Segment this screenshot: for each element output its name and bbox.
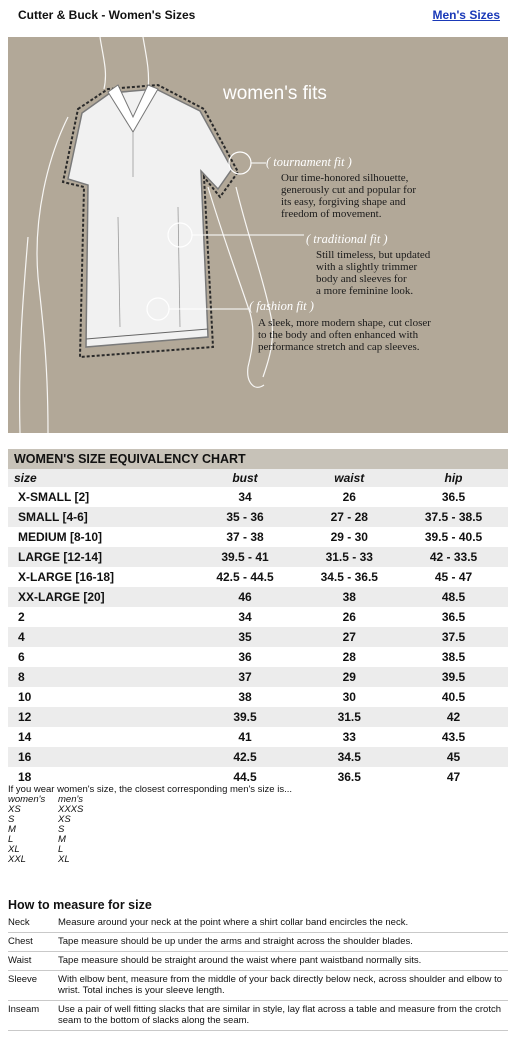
cell-size: 4 — [8, 627, 191, 647]
table-row — [8, 727, 508, 747]
page-header — [0, 0, 518, 32]
mens-equivalents — [8, 784, 292, 865]
cell-bust: 36 — [238, 650, 252, 664]
womens-size: XS — [8, 804, 21, 815]
cell-bust: 37 — [191, 667, 300, 687]
column-header-hip: hip — [399, 469, 508, 487]
womens-size: M — [8, 824, 16, 835]
column-header-bust: bust — [191, 469, 300, 487]
description-line: Still timeless, but updated — [316, 249, 431, 261]
womens-header: women's — [8, 794, 46, 805]
column-header-waist: waist — [300, 469, 400, 487]
fashion-fit-description — [258, 317, 431, 353]
cell-waist: 29 - 30 — [330, 530, 368, 544]
cell-waist: 34.5 — [300, 747, 400, 767]
cell-hip: 40.5 — [441, 690, 466, 704]
description-line: freedom of movement. — [281, 208, 382, 220]
cell-hip: 36.5 — [441, 490, 466, 504]
cell-size: SMALL [4-6] — [8, 507, 191, 527]
cell-size: X-SMALL [2] — [18, 490, 90, 504]
page-title: Cutter & Buck - Women's Sizes — [18, 8, 196, 22]
table-row — [8, 687, 508, 707]
cell-waist: 27 — [300, 627, 400, 647]
description-line: to the body and often enhanced with — [258, 329, 419, 341]
mens-size: XS — [58, 814, 71, 825]
cell-hip: 47 — [446, 770, 461, 784]
cell-hip: 37.5 - 38.5 — [399, 507, 508, 527]
equivalents-intro: If you wear women's size, the closest corresponding men's size is... — [8, 784, 292, 795]
how-to-measure-section — [8, 898, 508, 1031]
measure-title: How to measure for size — [8, 898, 152, 912]
measure-text: Tape measure should be up under the arms and straight across the shoulder blades. — [58, 936, 413, 947]
cell-hip: 39.5 - 40.5 — [424, 530, 483, 544]
equivalents-row — [8, 805, 83, 815]
cell-bust: 38 — [238, 690, 252, 704]
cell-waist: 36.5 — [337, 770, 361, 784]
measure-row — [8, 1001, 508, 1031]
measure-text: Use a pair of well fitting slacks that are similar in style, lay flat across a table and measure from the crotch seam to the bottom of slacks along the seam. — [58, 1004, 501, 1026]
column-header-size: size — [8, 469, 191, 487]
tournament-fit-label: ( tournament fit ) — [266, 155, 352, 169]
table-row — [8, 607, 508, 627]
cell-size: X-LARGE [16-18] — [18, 570, 115, 584]
cell-hip: 42 - 33.5 — [399, 547, 508, 567]
cell-bust: 37 - 38 — [226, 530, 264, 544]
measure-row — [8, 952, 508, 971]
womens-fits-illustration — [8, 37, 508, 433]
cell-bust: 46 — [191, 587, 300, 607]
cell-waist: 26 — [342, 490, 356, 504]
cell-hip: 45 — [399, 747, 508, 767]
table-row — [8, 587, 508, 607]
mens-header: men's — [58, 794, 84, 805]
traditional-fit-label: ( traditional fit ) — [306, 232, 388, 246]
table-row — [8, 627, 508, 647]
fashion-fit-label: ( fashion fit ) — [249, 299, 314, 313]
cell-hip: 42 — [399, 707, 508, 727]
cell-size: 16 — [8, 747, 191, 767]
description-line: performance stretch and cap sleeves. — [258, 341, 420, 353]
cell-waist: 31.5 - 33 — [300, 547, 400, 567]
measure-row — [8, 971, 508, 1001]
size-table — [8, 469, 508, 787]
cell-waist: 38 — [300, 587, 400, 607]
cell-size: 8 — [8, 667, 191, 687]
cell-size: LARGE [12-14] — [8, 547, 191, 567]
table-row — [8, 547, 508, 567]
size-equivalency-chart — [8, 449, 508, 787]
cell-bust: 39.5 — [191, 707, 300, 727]
cell-waist: 34.5 - 36.5 — [320, 570, 378, 584]
cell-bust: 42.5 - 44.5 — [216, 570, 274, 584]
table-row — [8, 747, 508, 767]
table-row — [8, 647, 508, 667]
cell-hip: 36.5 — [441, 610, 466, 624]
mens-size: S — [58, 824, 65, 835]
measure-text: With elbow bent, measure from the middle of your back directly below neck, across shoulder and elbow to wrist. Total inches is your sleeve length. — [58, 974, 503, 996]
cell-bust: 42.5 — [191, 747, 300, 767]
cell-bust: 44.5 — [233, 770, 257, 784]
mens-size: M — [58, 834, 66, 845]
equivalents-row — [8, 825, 83, 835]
cell-bust: 41 — [238, 730, 252, 744]
measure-label: Sleeve — [8, 974, 38, 985]
cell-bust: 35 — [191, 627, 300, 647]
measure-label: Neck — [8, 917, 30, 928]
equivalents-row — [8, 855, 83, 865]
cell-waist: 31.5 — [300, 707, 400, 727]
cell-size: 12 — [8, 707, 191, 727]
size-chart-title: WOMEN'S SIZE EQUIVALENCY CHART — [8, 449, 508, 469]
measure-text: Measure around your neck at the point where a shirt collar band encircles the neck. — [58, 917, 409, 928]
measure-label: Chest — [8, 936, 33, 947]
cell-size: 2 — [18, 610, 25, 624]
womens-size: S — [8, 814, 15, 825]
cell-hip: 43.5 — [441, 730, 466, 744]
cell-waist: 27 - 28 — [300, 507, 400, 527]
equivalents-table — [8, 795, 83, 865]
description-line: Our time-honored silhouette, — [281, 172, 409, 184]
table-row — [8, 707, 508, 727]
measure-text: Tape measure should be straight around the waist where pant waistband normally sits. — [58, 955, 422, 966]
cell-size: 10 — [18, 690, 32, 704]
womens-fits-title: women's fits — [223, 83, 327, 104]
mens-size: XXXS — [58, 804, 84, 815]
cell-hip: 39.5 — [399, 667, 508, 687]
cell-waist: 29 — [300, 667, 400, 687]
cell-waist: 30 — [342, 690, 356, 704]
cell-hip: 38.5 — [441, 650, 466, 664]
cell-size: 6 — [18, 650, 25, 664]
womens-size: L — [8, 834, 14, 845]
measure-row — [8, 933, 508, 952]
mens-size: XL — [58, 854, 70, 865]
traditional-fit-description — [316, 249, 430, 297]
cell-bust: 39.5 - 41 — [191, 547, 300, 567]
measure-row — [8, 914, 508, 933]
description-line: generously cut and popular for — [281, 184, 417, 196]
table-row — [8, 507, 508, 527]
measure-label: Waist — [8, 955, 32, 966]
cell-size: XX-LARGE [20] — [8, 587, 191, 607]
womens-size: XXL — [8, 854, 26, 865]
description-line: with a slightly trimmer — [316, 261, 418, 273]
measure-label: Inseam — [8, 1004, 40, 1015]
table-row — [8, 487, 508, 507]
cell-bust: 34 — [238, 490, 252, 504]
description-line: A sleek, more modern shape, cut closer — [258, 317, 431, 329]
cell-size: 14 — [18, 730, 32, 744]
cell-hip: 48.5 — [399, 587, 508, 607]
cell-hip: 45 - 47 — [434, 570, 473, 584]
cell-waist: 33 — [342, 730, 356, 744]
cell-waist: 28 — [342, 650, 356, 664]
womens-size: XL — [8, 844, 20, 855]
mens-size: L — [58, 844, 64, 855]
description-line: body and sleeves for — [316, 273, 407, 285]
description-line: its easy, forgiving shape and — [281, 196, 406, 208]
equivalents-row — [8, 815, 83, 825]
table-row — [8, 567, 508, 587]
table-row — [8, 527, 508, 547]
cell-bust: 34 — [238, 610, 252, 624]
cell-hip: 37.5 — [399, 627, 508, 647]
cell-size: 18 — [18, 770, 32, 784]
table-header-row — [8, 469, 508, 487]
cell-size: MEDIUM [8-10] — [18, 530, 103, 544]
mens-sizes-link[interactable]: Men's Sizes — [432, 8, 500, 22]
cell-bust: 35 - 36 — [191, 507, 300, 527]
cell-waist: 26 — [342, 610, 356, 624]
tournament-fit-description — [281, 172, 416, 220]
description-line: a more feminine look. — [316, 285, 414, 297]
table-row — [8, 667, 508, 687]
